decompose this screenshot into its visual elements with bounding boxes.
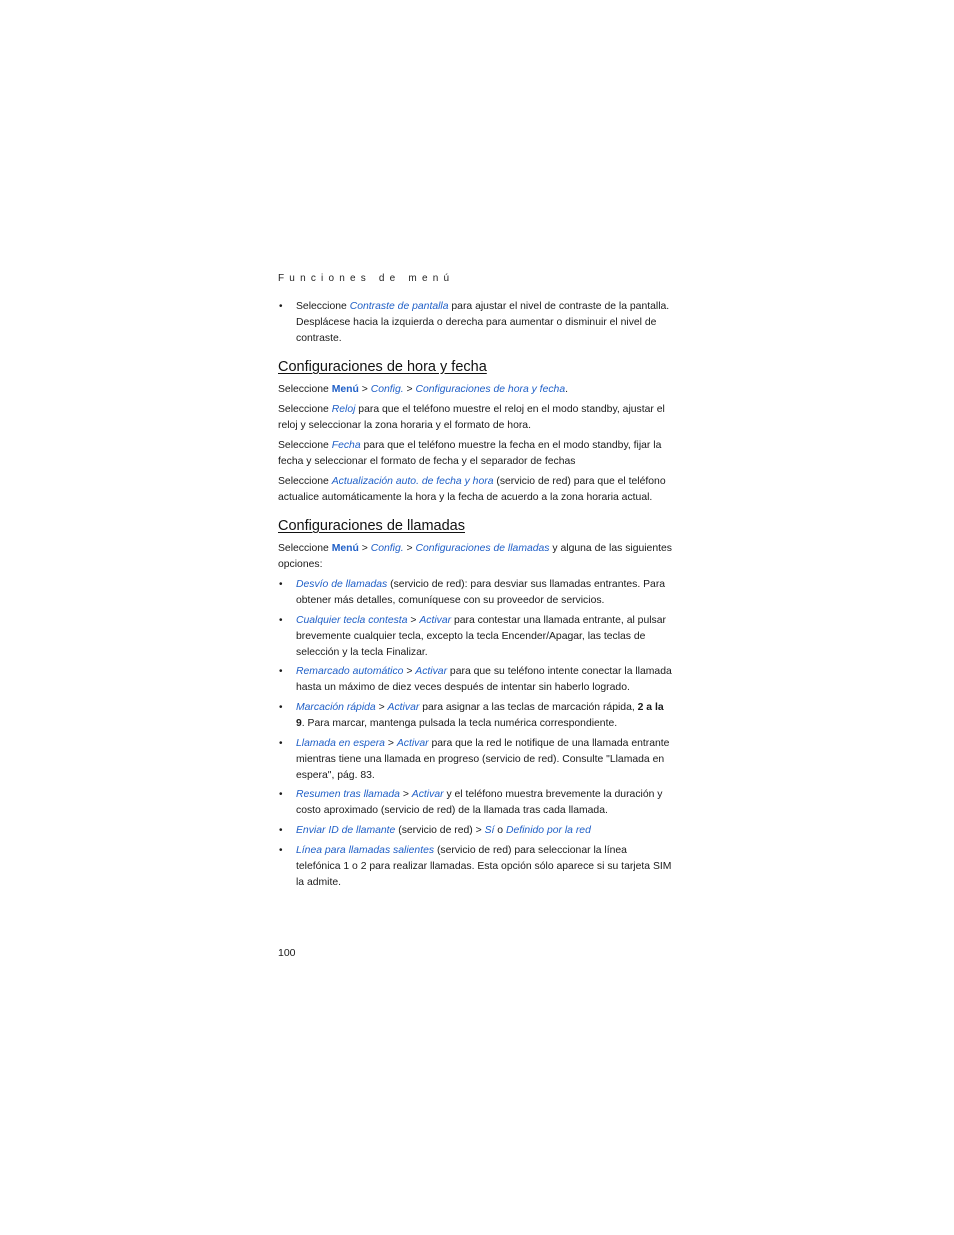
menu-link-remarcado[interactable]: Remarcado automático bbox=[296, 666, 404, 677]
menu-link-contraste[interactable]: Contraste de pantalla bbox=[349, 301, 449, 312]
bullet-icon: • bbox=[279, 702, 283, 713]
menu-link-definido-red[interactable]: Definido por la red bbox=[505, 825, 591, 836]
paragraph-reloj: Seleccione Reloj para que el teléfono muestre el reloj en el modo standby, ajustar el reloj y seleccionar la zona horaria y el formato de hora. bbox=[278, 404, 665, 431]
menu-path-llamadas: Seleccione Menú > Config. > Configuraciones de llamadas y alguna de las siguientes opciones: bbox=[278, 543, 672, 570]
key-range: 2 a la 9 bbox=[296, 702, 664, 729]
menu-link-menu[interactable]: Menú bbox=[331, 384, 359, 395]
menu-link-actualizacion[interactable]: Actualización auto. de fecha y hora bbox=[331, 476, 494, 487]
menu-link-cualquier-tecla[interactable]: Cualquier tecla contesta bbox=[296, 615, 408, 626]
section-heading-llamadas: Configuraciones de llamadas bbox=[278, 518, 465, 534]
bullet-icon: • bbox=[279, 301, 283, 312]
list-item-resumen: • Resumen tras llamada > Activar y el teléfono muestra brevemente la duración y costo aproximado (servicio de red) de la llamada tras cada llamada. bbox=[279, 789, 663, 816]
menu-link-config[interactable]: Config. bbox=[370, 543, 404, 554]
menu-link-config[interactable]: Config. bbox=[370, 384, 404, 395]
menu-link-marcacion[interactable]: Marcación rápida bbox=[296, 702, 376, 713]
list-item-text: Seleccione Contraste de pantalla para ajustar el nivel de contraste de la pantalla. Desplácese hacia la izquierda o derecha para aumentar o disminuir el nivel de contraste. bbox=[296, 301, 670, 344]
menu-link-reloj[interactable]: Reloj bbox=[331, 404, 356, 415]
paragraph-actualizacion: Seleccione Actualización auto. de fecha y hora (servicio de red) para que el teléfono actualice automáticamente la hora y la fecha de acuerdo a la zona horaria actual. bbox=[278, 476, 666, 503]
running-header: Funciones de menú bbox=[278, 273, 455, 284]
list-item-marcacion: • Marcación rápida > Activar para asignar a las teclas de marcación rápida, 2 a la 9. Para marcar, mantenga pulsada la tecla numérica correspondiente. bbox=[279, 702, 664, 729]
list-item-remarcado: • Remarcado automático > Activar para que su teléfono intente conectar la llamada hasta un máximo de diez veces después de intentar sin haberlo logrado. bbox=[279, 666, 672, 693]
menu-link-activar[interactable]: Activar bbox=[419, 615, 452, 626]
bullet-icon: • bbox=[279, 789, 283, 800]
list-item-cualquier-tecla: • Cualquier tecla contesta > Activar para contestar una llamada entrante, al pulsar brevemente cualquier tecla, excepto la tecla Encender/Apagar, las teclas de selección y la tecla Finalizar. bbox=[279, 615, 666, 658]
menu-link-resumen[interactable]: Resumen tras llamada bbox=[296, 789, 400, 800]
bullet-icon: • bbox=[279, 615, 283, 626]
bullet-icon: • bbox=[279, 825, 283, 836]
menu-link-activar[interactable]: Activar bbox=[415, 666, 448, 677]
list-item-contraste bbox=[278, 299, 673, 347]
menu-link-linea[interactable]: Línea para llamadas salientes bbox=[296, 845, 435, 856]
menu-link-espera[interactable]: Llamada en espera bbox=[296, 738, 385, 749]
menu-link-activar[interactable]: Activar bbox=[387, 702, 420, 713]
paragraph-fecha: Seleccione Fecha para que el teléfono muestre la fecha en el modo standby, fijar la fecha y seleccionar el formato de fecha y el separador de fechas bbox=[278, 440, 662, 467]
menu-link-menu[interactable]: Menú bbox=[331, 543, 359, 554]
menu-link-si[interactable]: Sí bbox=[484, 825, 495, 836]
bullet-icon: • bbox=[279, 666, 283, 677]
list-item-espera: • Llamada en espera > Activar para que la red le notifique de una llamada entrante mientras tiene una llamada en progreso (servicio de red). Consulte "Llamada en espera", pág. 83. bbox=[279, 738, 670, 781]
menu-link-llamadas[interactable]: Configuraciones de llamadas bbox=[415, 543, 550, 554]
bullet-icon: • bbox=[279, 579, 283, 590]
menu-link-desvio[interactable]: Desvío de llamadas bbox=[296, 579, 388, 590]
menu-path-hora-fecha: Seleccione Menú > Config. > Configuraciones de hora y fecha. bbox=[278, 384, 568, 395]
menu-link-fecha[interactable]: Fecha bbox=[331, 440, 361, 451]
list-item-linea: • Línea para llamadas salientes (servicio de red) para seleccionar la línea telefónica 1 o 2 para realizar llamadas. Esta opción sólo aparece si su tarjeta SIM la admite. bbox=[279, 845, 672, 888]
bullet-icon: • bbox=[279, 738, 283, 749]
menu-link-activar[interactable]: Activar bbox=[396, 738, 429, 749]
list-item-enviar-id: • Enviar ID de llamante (servicio de red) > Sí o Definido por la red bbox=[278, 823, 673, 839]
page-number: 100 bbox=[278, 947, 296, 959]
bullet-icon: • bbox=[279, 845, 283, 856]
menu-link-hora-fecha[interactable]: Configuraciones de hora y fecha bbox=[415, 384, 566, 395]
menu-link-enviar-id[interactable]: Enviar ID de llamante bbox=[296, 825, 396, 836]
menu-link-activar[interactable]: Activar bbox=[411, 789, 444, 800]
list-item-desvio: • Desvío de llamadas (servicio de red): para desviar sus llamadas entrantes. Para obtener más detalles, comuníquese con su proveedor de servicios. bbox=[279, 579, 666, 606]
section-heading-hora-fecha: Configuraciones de hora y fecha bbox=[278, 359, 487, 375]
